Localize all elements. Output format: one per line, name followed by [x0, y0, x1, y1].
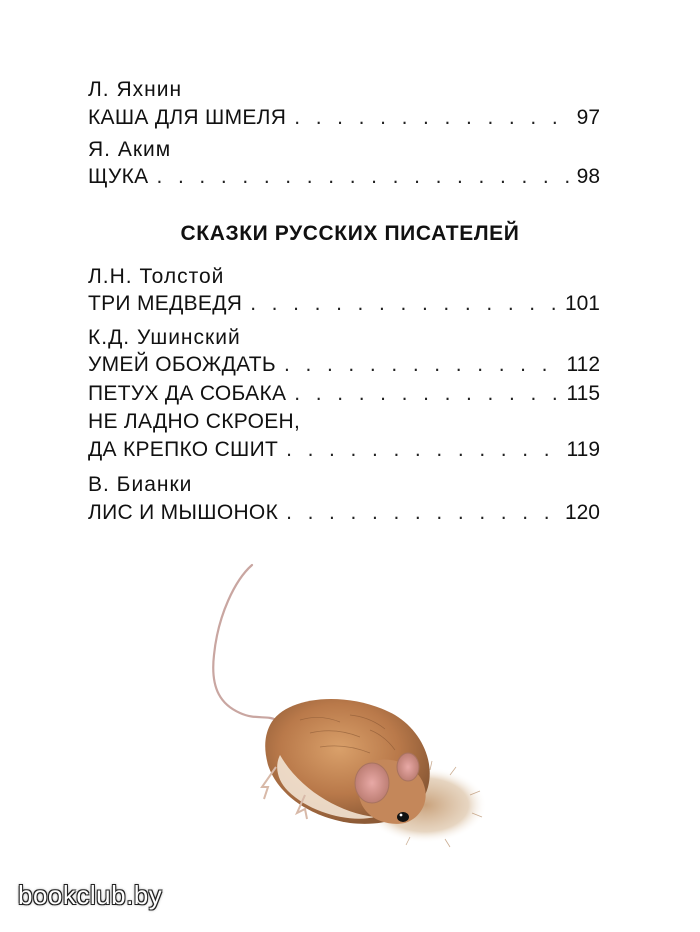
- entry-title: ПЕТУХ ДА СОБАКА: [88, 382, 287, 405]
- page-number: 101: [564, 292, 600, 315]
- toc-entry[interactable]: [88, 353, 600, 377]
- page-number: 112: [566, 353, 600, 376]
- dot-leader: [294, 382, 562, 406]
- entry-title: КАША ДЛЯ ШМЕЛЯ: [88, 106, 287, 129]
- author-name: К.Д. Ушинский: [88, 326, 241, 349]
- entry-title: УМЕЙ ОБОЖДАТЬ: [88, 353, 277, 376]
- mouse-illustration: [200, 555, 490, 855]
- page-number: 119: [566, 438, 600, 461]
- dot-leader: [294, 106, 572, 130]
- section-heading: СКАЗКИ РУССКИХ ПИСАТЕЛЕЙ: [180, 222, 520, 245]
- toc-entry[interactable]: [88, 382, 600, 406]
- entry-title: ТРИ МЕДВЕДЯ: [88, 292, 243, 315]
- watermark: bookclub.by: [18, 880, 163, 910]
- toc-entry[interactable]: [88, 106, 600, 130]
- author-name: В. Бианки: [88, 473, 193, 496]
- mouse-eye: [397, 812, 409, 822]
- toc-entry[interactable]: [88, 292, 600, 316]
- toc-entry[interactable]: [88, 438, 600, 462]
- dot-leader: [284, 353, 563, 377]
- entry-title: ЩУКА: [88, 165, 149, 188]
- toc-entry[interactable]: [88, 501, 600, 525]
- mouse-tail: [213, 565, 276, 720]
- dot-leader: [286, 501, 561, 525]
- author-name: Л. Яхнин: [88, 78, 183, 101]
- entry-title: ЛИС И МЫШОНОК: [88, 501, 279, 524]
- entry-title: ДА КРЕПКО СШИТ: [88, 438, 279, 461]
- page-number: 98: [576, 165, 600, 188]
- page-number: 120: [564, 501, 600, 524]
- dot-leader: [286, 438, 562, 462]
- dot-leader: [156, 165, 572, 189]
- page-number: 115: [566, 382, 600, 405]
- dot-leader: [250, 292, 561, 316]
- toc-entry[interactable]: [88, 165, 600, 189]
- page-number: 97: [576, 106, 600, 129]
- entry-title-line[interactable]: НЕ ЛАДНО СКРОЕН,: [88, 410, 301, 433]
- author-name: Я. Аким: [88, 138, 172, 161]
- author-name: Л.Н. Толстой: [88, 265, 225, 288]
